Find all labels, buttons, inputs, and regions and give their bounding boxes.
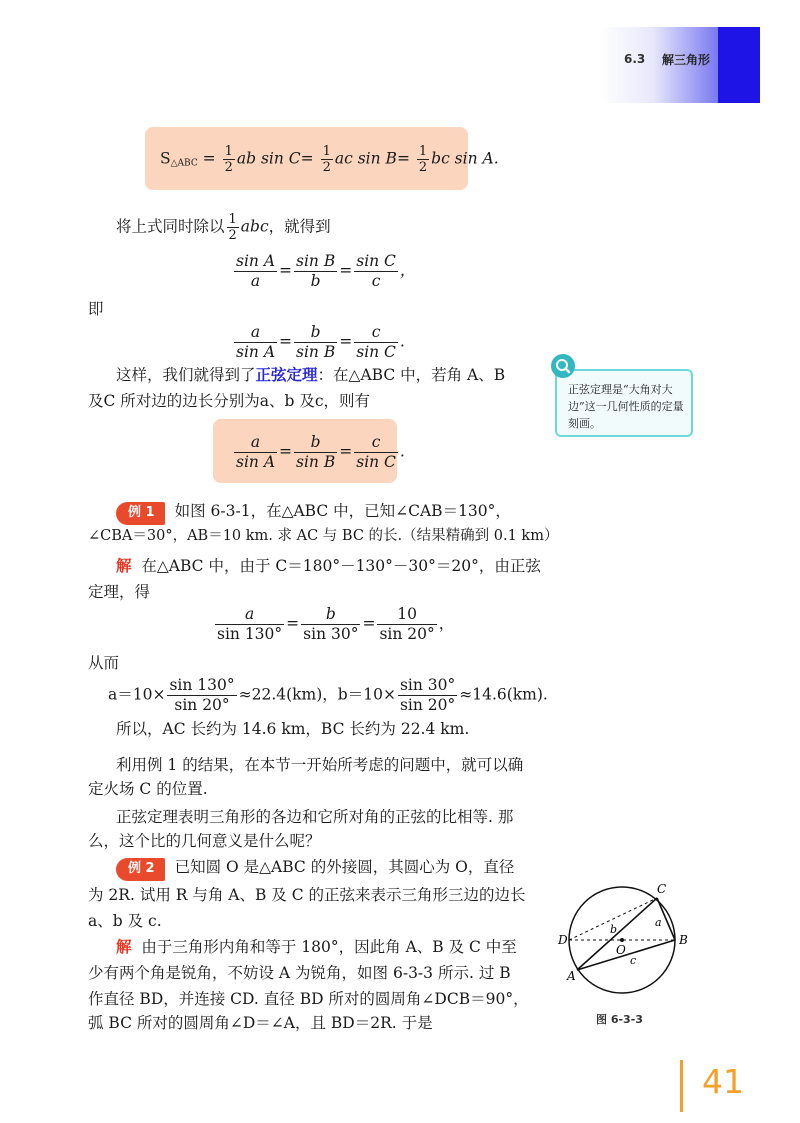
label-c: C bbox=[657, 882, 667, 896]
solution2-line3: 作直径 BD，并连接 CD. 直径 BD 所对的圆周角∠DCB＝90°， bbox=[88, 990, 529, 1008]
example1-line2: ∠CBA＝30°，AB＝10 km. 求 AC 与 BC 的长.（结果精确到 0.1 km） bbox=[88, 528, 559, 544]
label-side-a: a bbox=[655, 916, 662, 929]
example1-line1: 例 1 如图 6-3-1，在△ABC 中，已知∠CAB＝130°， bbox=[116, 501, 511, 525]
law-intro-line2: 及C 所对边的边长分别为a、b 及c，则有 bbox=[88, 392, 371, 410]
example2-badge: 例 2 bbox=[116, 858, 165, 881]
example2-line2: 为 2R. 试用 R 与角 A、B 及 C 的正弦来表示三角形三边的边长 bbox=[88, 886, 526, 904]
solution1-line2: 定理，得 bbox=[88, 583, 151, 601]
result1: 所以，AC 长约为 14.6 km，BC 长约为 22.4 km. bbox=[116, 720, 470, 738]
label-o: O bbox=[616, 943, 626, 957]
label-side-c: c bbox=[630, 954, 637, 967]
page-number-rule bbox=[680, 1060, 683, 1112]
label-a: A bbox=[567, 969, 576, 983]
law-intro-line1: 这样，我们就得到了正弦定理：在△ABC 中，若角 A、B bbox=[116, 365, 506, 384]
magnifier-icon bbox=[551, 354, 575, 378]
solution2-line4: 弧 BC 所对的圆周角∠D＝∠A，且 BD＝2R. 于是 bbox=[88, 1014, 433, 1032]
solution1-line1: 解 在△ABC 中，由于 C＝180°－130°－30°＝20°，由正弦 bbox=[116, 556, 541, 575]
label-side-b: b bbox=[610, 923, 618, 936]
term-law-of-sines: 正弦定理 bbox=[255, 365, 318, 384]
center-o bbox=[620, 938, 624, 942]
area-formula: $S_{\triangle ABC}$ = $\frac{1}{2}$ ab sin C= $\frac{1}{2}$ ac sin B= $\frac{1}{2}$ bc sin A. bbox=[160, 144, 499, 175]
congr-text: 从而 bbox=[88, 654, 120, 672]
solution2-line2: 少有两个角是锐角，不妨设 A 为锐角，如图 6-3-3 所示. 过 B bbox=[88, 964, 511, 982]
ratio-sin-over-side: $\frac{\text{sin A}}{a}$ = $\frac{\text{sin B}}{b}$ = $\frac{\text{sin C}}{c}$ ， bbox=[236, 252, 416, 290]
solution2-mark: 解 bbox=[116, 937, 132, 956]
example2-line1: 例 2 已知圆 O 是△ABC 的外接圆，其圆心为 O，直径 bbox=[116, 857, 514, 881]
section-title: 解三角形 bbox=[662, 53, 711, 67]
section-number: 6.3 bbox=[624, 52, 646, 66]
figure-caption: 图 6-3-3 bbox=[596, 1013, 643, 1026]
solution2-line1: 解 由于三角形内角和等于 180°，因此角 A、B 及 C 中至 bbox=[116, 937, 517, 956]
page-number: 41 bbox=[702, 1062, 744, 1101]
para-meaning-line2: 么，这个比的几何意义是什么呢？ bbox=[88, 832, 321, 850]
ratio-side-over-sin: $\frac{a}{\text{sin A}}$ = $\frac{b}{\text{sin B}}$ = $\frac{c}{\text{sin C}}$ . bbox=[236, 323, 405, 361]
header-color-bar bbox=[718, 27, 760, 103]
para-use-line1: 利用例 1 的结果，在本节一开始所考虑的问题中，就可以确 bbox=[116, 756, 524, 774]
ratio-numeric: $\frac{a}{\sin 130^\circ}$ = $\frac{b}{\sin 30^\circ}$ = $\frac{10}{\sin 20^\circ}$ ， bbox=[217, 605, 455, 643]
para-meaning-line1: 正弦定理表明三角形的各边和它所对角的正弦的比相等. 那 bbox=[116, 808, 514, 826]
figure-circumcircle bbox=[555, 880, 700, 1005]
example2-line3: a、b 及 c. bbox=[88, 912, 162, 930]
side-ab bbox=[577, 940, 675, 970]
example1-badge: 例 1 bbox=[116, 502, 165, 525]
law-of-sines-formula: $\frac{a}{\text{sin A}}$ = $\frac{b}{\text{sin B}}$ = $\frac{c}{\text{sin C}}$ . bbox=[236, 433, 405, 471]
para-use-line2: 定火场 C 的位置. bbox=[88, 780, 208, 798]
ji-text: 即 bbox=[88, 300, 104, 318]
label-b: B bbox=[679, 933, 688, 947]
solution1-mark: 解 bbox=[116, 556, 132, 575]
para-divide: 将上式同时除以 $\frac{1}{2}$ abc，就得到 bbox=[116, 212, 331, 243]
label-d: D bbox=[558, 933, 568, 947]
sidenote-text: 正弦定理是“大角对大边”这一几何性质的定量刻画。 bbox=[568, 383, 684, 430]
calc-line: a＝10× $\frac{\sin 130^\circ}{\sin 20^\circ}$ ≈22.4(km)，b＝10× $\frac{\sin 30^\circ}{\sin 20^\circ}$ ≈14.6(km). bbox=[108, 676, 548, 714]
